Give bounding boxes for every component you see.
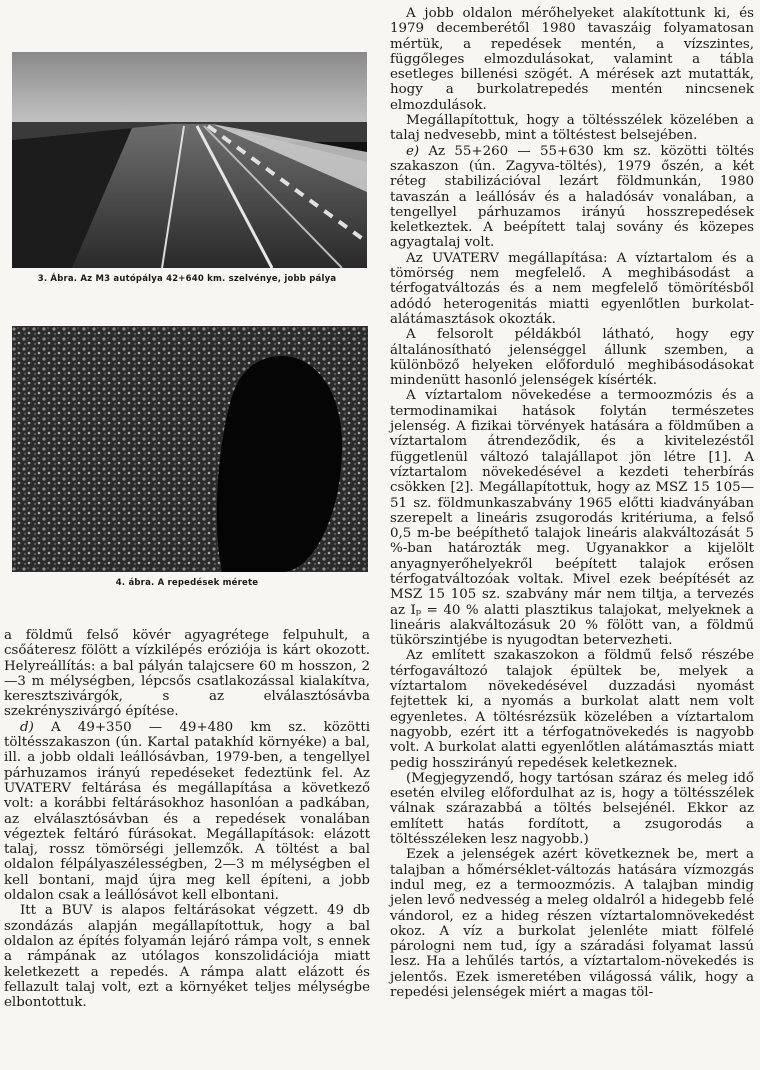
paragraph-text: Az 55+260 — 55+630 km sz. közötti töltés szakaszon (ún. Zagyva-töltés), 1979 őszén, a két réteg stabilizációval lezárt földmunkán, 1980 tavaszán a leállósáv és a haladósáv vonalában, a tengellyel párhuzamos irányú hosszrepedések keletkeztek. A beépített talaj sovány és közepes agyagtalaj volt. [390, 143, 754, 251]
paragraph: Megállapítottuk, hogy a töltésszélek közelében a talaj nedvesebb, mint a töltéstest belsejében. [390, 113, 754, 144]
paragraph: A felsorolt példákból látható, hogy egy általánosítható jelenséggel állunk szemben, a különböző helyeken előforduló meghibásodásokat mindenütt hasonló jelenségek kísérték. [390, 327, 754, 389]
list-label: e) [406, 143, 420, 159]
paragraph [4, 720, 370, 904]
highway-photo-illustration [12, 52, 367, 268]
paragraph: a földmű felső kövér agyagrétege felpuhult, a csőáteresz fölött a vízkilépés eróziója is kárt okozott. Helyreállítás: a bal pályán talajcsere 60 m hosszon, 2—3 m mélységben, lépcsős csatlakozással kialakítva, keresztszivárgók, s az elválasztósávba szekrényszivárgó építése. [4, 628, 370, 720]
figure-4-photo [12, 326, 368, 572]
left-column [4, 6, 370, 588]
left-column-text [4, 628, 370, 1010]
paragraph: Az említett szakaszokon a földmű felső részébe térfogaváltozó talajok épültek be, melyek a víztartalom növekedésével duzzadási nyomást fejtettek ki, a nyomás a burkolat alatt nem volt egyenletes. A töltésrézsük közelében a víztartalom nagyobb, ezért itt a térfogatnövekedés is nagyobb volt. A burkolat alatti egyenlőtlen alátámasztás miatt pedig hosszirányú repedések keletkeznek. [390, 648, 754, 771]
right-column [390, 6, 754, 1000]
paragraph: (Megjegyzendő, hogy tartósan száraz és meleg idő esetén elvileg előfordulhat az is, hogy a töltésszélek válnak szárazabbá a töltés belsejénél. Ekkor az említett hatás fordított, a zsugorodás a töltésszéleken lesz nagyobb.) [390, 770, 754, 848]
paragraph: A jobb oldalon mérőhelyeket alakítottunk ki, és 1979 decemberétől 1980 tavaszáig folyamatosan mértük, a repedések mentén, a vízszintes, függőleges elmozdulásokat, valamint a tábla esetleges billenési szögét. A mérések azt mutatták, hogy a burkolatrepedés mentén nincsenek elmozdulások. [390, 6, 754, 113]
figure-4-caption: 4. ábra. A repedések mérete [115, 578, 259, 588]
paragraph-text: A 49+350 — 49+480 km sz. közötti töltésszakaszon (ún. Kartal patakhíd környéke) a bal, ill. a jobb oldali leállósávban, 1979-ben, a tengellyel párhuzamos irányú repedéseket fedeztünk fel. Az UVATERV feltárása és megállapítása a következő volt: a korábbi feltárásokhoz hasonlóan a padkában, az elválasztósávban és a repedések vonalában végeztek feltáró fúrásokat. Megállapítások: elázott talaj, rossz tömörségi jellemzők. A töltést a bal oldalon félpályaszélességben, 2—3 m mélységben el kell bontani, majd újra meg kell építeni, a jobb oldalon csak a leállósávot kell elbontani. [4, 719, 370, 904]
list-label: d) [20, 719, 34, 735]
crack-photo-illustration [12, 326, 368, 572]
figure-3-photo [12, 52, 367, 268]
paragraph: A víztartalom növekedése a termoozmózis és a termodinamikai hatások folytán természetes jelenség. A fizikai törvények hatására a földműben a víztartalom átrendeződik, és a kivitelezéstől függetlenül változó talajállapot jön létre [1]. A víztartalom növekedésével a kezdeti teherbírás csökken [2]. Megállapítottuk, hogy az MSZ 15 105—51 sz. földmunkaszabvány 1965 előtti kiadványában szerepelt a lineáris zsugorodás kritériuma, a felső 0,5 m-be beépíthető talajok lineáris alakváltozását 5 %-ban határozták meg. Ugyanakkor a kijelölt anyagnyerőhelyekről beépített talajok erősen térfogatváltozóak voltak. Mivel ezek beépítését az MSZ 15 105 sz. szabvány már nem tiltja, a tervezés az Iₚ = 40 % alatti plasztikus talajokat, melyeknek a lineáris alakváltozásuk 20 % fölött van, a földmű tükörszintjébe is nyugodtan betervezheti. [390, 388, 754, 649]
paragraph [390, 144, 754, 251]
paragraph: Az UVATERV megállapítása: A víztartalom és a tömörség nem megfelelő. A meghibásodást a térfogatváltozás és a nem megfelelő tömörítésből adódó heterogenitás miatti egyenlőtlen burkolat-alátámasztások okozták. [390, 250, 754, 327]
paragraph: Ezek a jelenségek azért következnek be, mert a talajban a hőmérséklet-változás hatására vízmozgás indul meg, ez a termoozmózis. A talajban mindig jelen levő nedvesség a meleg oldalról a hidegebb felé vándorol, ez a hideg részen víztartalomnövekedést okoz. A víz a burkolat jelenléte miatt fölfelé párologni nem tud, így a száradási folyamat lassú lesz. Ha a lehűlés tartós, a víztartalom-növekedés is jelentős. Ezek ismeretében világossá válik, hogy a repedési jelenségek miért a magas töl- [390, 847, 754, 1000]
paragraph: Itt a BUV is alapos feltárásokat végzett. 49 db szondázás alapján megállapítottuk, hogy a bal oldalon az építés folyamán lejáró rámpa volt, s ennek a rámpának az utólagos konszolidációja miatt keletkezett a repedés. A rámpa alatt elázott és fellazult talaj volt, ezt a környéket teljes mélységbe elbontottuk. [4, 903, 370, 1011]
figure-3-caption: 3. Ábra. Az M3 autópálya 42+640 km. szelvénye, jobb pálya [37, 274, 337, 284]
